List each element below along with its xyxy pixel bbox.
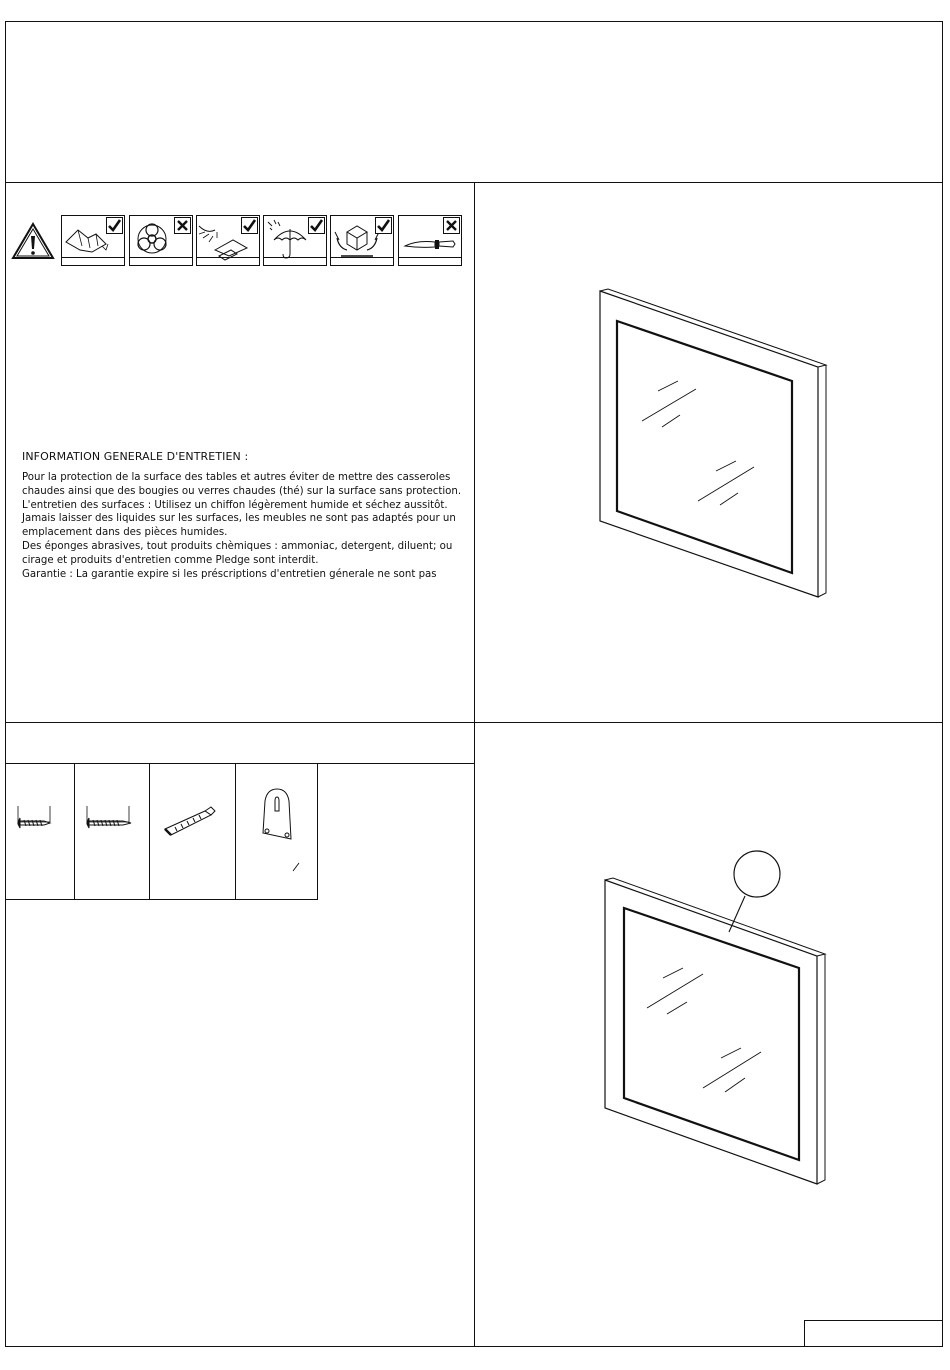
allowed-check-icon bbox=[241, 217, 258, 234]
hardware-cell bbox=[74, 763, 75, 899]
umbrella-humidity-icon bbox=[263, 215, 327, 266]
care-info-line: chaudes ainsi que des bougies ou verres chaudes (thé) sur la surface sans protection. bbox=[22, 485, 462, 497]
care-info-line: Pour la protection de la surface des tables et autres éviter de mettre des casseroles bbox=[22, 472, 451, 483]
hardware-cell bbox=[317, 763, 318, 899]
short-screw-icon bbox=[14, 802, 58, 834]
long-screw-icon bbox=[83, 802, 135, 834]
care-info-line: Garantie : La garantie expire si les préscriptions d'entretien génerale ne sont pas bbox=[22, 568, 437, 580]
chemical-biohazard-icon bbox=[129, 215, 193, 266]
hardware-cell bbox=[149, 763, 150, 899]
care-info-line: Jamais laisser des liquides sur les surfaces, les meubles ne sont pas adaptés pour un bbox=[22, 513, 456, 525]
allowed-check-icon bbox=[106, 217, 123, 234]
hardware-bottom-border bbox=[5, 899, 318, 900]
mirror-product-drawing bbox=[590, 285, 830, 609]
knife-sharp-object-icon bbox=[398, 215, 462, 266]
care-info-line: cirage et produits d'entretien comme Pledge sont interdit. bbox=[22, 554, 319, 566]
care-info-line: L'entretien des surfaces : Utilisez un chiffon légèrement humide et séchez aussitôt. bbox=[22, 499, 448, 511]
care-info-body bbox=[22, 471, 467, 581]
care-info-line: emplacement dans des pièces humides. bbox=[22, 527, 228, 539]
hanging-bracket-icon bbox=[259, 787, 305, 881]
forbidden-cross-icon bbox=[443, 217, 460, 234]
allowed-check-icon bbox=[308, 217, 325, 234]
forbidden-cross-icon bbox=[174, 217, 191, 234]
mirror-hanging-detail-drawing bbox=[595, 850, 835, 1194]
wall-plug-icon bbox=[161, 803, 217, 843]
fragile-handle-with-care-icon bbox=[330, 215, 394, 266]
page-number-box bbox=[804, 1320, 943, 1347]
middle-divider bbox=[5, 722, 943, 723]
warning-triangle-icon bbox=[11, 222, 55, 264]
hardware-cell bbox=[235, 763, 236, 899]
cloth-icon bbox=[61, 215, 125, 266]
care-info-title: INFORMATION GENERALE D'ENTRETIEN : bbox=[22, 450, 249, 463]
allowed-check-icon bbox=[375, 217, 392, 234]
sunlight-icon bbox=[196, 215, 260, 266]
care-info-line: Des éponges abrasives, tout produits chèmiques : ammoniac, detergent, diluent; ou bbox=[22, 540, 453, 552]
center-divider bbox=[474, 182, 475, 1347]
hardware-header-divider bbox=[5, 763, 474, 764]
